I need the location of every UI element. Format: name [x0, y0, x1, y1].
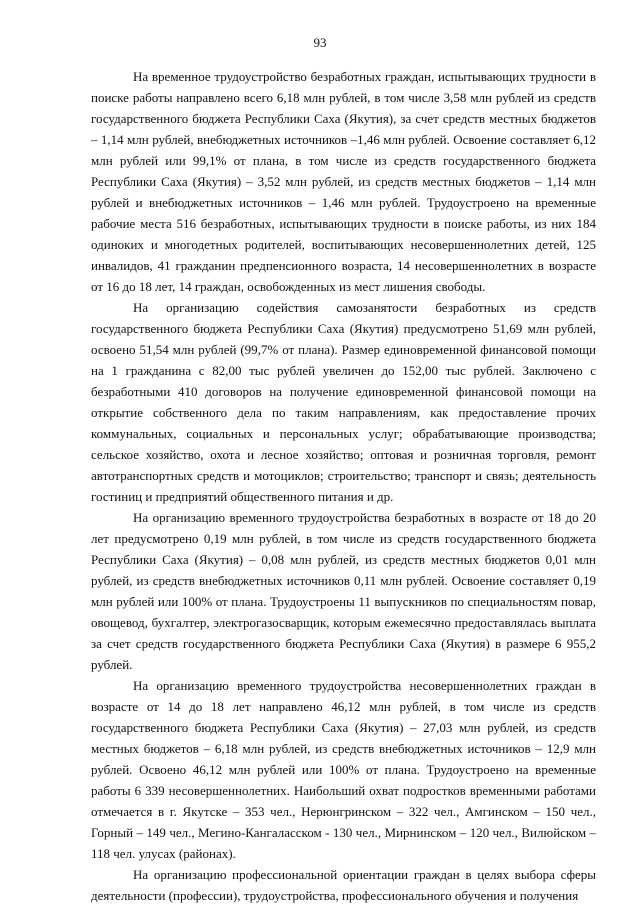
paragraph-self-employment: На организацию содействия самозанятости безработных из средств государственного бюджета Республики Саха (Якутия) предусмотрено 51,69 млн рублей, освоено 51,54 млн рублей (99,7% от плана). Размер единовременной финансовой помощи на 1 гражданина с 82,00 тыс рублей увеличен до 152,00 тыс рублей. Заключено с безработными 410 договоров на получение единовременной финансовой помощи на открытие собственного дела по таким направлениям, как предоставление прочих коммунальных, социальных и персональных услуг; обрабатывающие производства; сельское хозяйство, охота и лесное хозяйство; оптовая и розничная торговля, ремонт автотранспортных средств и мотоциклов; строительство; транспорт и связь; деятельность гостиниц и предприятий общественного питания и др. — [91, 300, 596, 504]
page-number: 93 — [313, 35, 327, 50]
paragraph-temporary-employment: На временное трудоустройство безработных граждан, испытывающих трудности в поиске работы направлено всего 6,18 млн рублей, в том числе 3,58 млн рублей из средств государственного бюджета Республики Саха (Якутия), за счет средств местных бюджетов – 1,14 млн рублей, внебюджетных источников –1,46 млн рублей. Освоение составляет 6,12 млн рублей или 99,1% от плана, в том числе из средств государственного бюджета Республики Саха (Якутия) – 3,52 млн рублей, из средств местных бюджетов – 1,14 млн рублей и внебюджетных источников – 1,46 млн рублей. Трудоустроено на временные рабочие места 516 безработных, испытывающих трудности в поиске работы, из них 184 одиноких и многодетных родителей, воспитывающих несовершеннолетних детей, 125 инвалидов, 41 гражданин предпенсионного возраста, 14 несовершеннолетних в возрасте от 16 до 18 лет, 14 граждан, освобожденных из мест лишения свободы. — [91, 69, 596, 294]
paragraph-career-guidance: На организацию профессиональной ориентации граждан в целях выбора сферы деятельности (профессии), трудоустройства, профессионального обучения и получения — [91, 867, 596, 903]
body-text — [91, 66, 596, 906]
paragraph-minors-employment: На организацию временного трудоустройства несовершеннолетних граждан в возрасте от 14 до 18 лет направлено 46,12 млн рублей, в том числе из средств государственного бюджета Республики Саха (Якутия) – 27,03 млн рублей, из средств местных бюджетов – 6,18 млн рублей, из средств внебюджетных источников – 12,9 млн рублей. Освоено 46,12 млн рублей или 100% от плана. Трудоустроено на временные работы 6 339 несовершеннолетних. Наибольший охват подростков временными работами отмечается в г. Якутске – 353 чел., Нерюнгринском – 322 чел., Амгинском – 150 чел., Горный – 149 чел., Мегино-Кангаласском - 130 чел., Мирнинском – 120 чел., Вилюйском – 118 чел. улусах (районах). — [91, 678, 596, 861]
paragraph-graduates-employment: На организацию временного трудоустройства безработных в возрасте от 18 до 20 лет предусмотрено 0,19 млн рублей, в том числе из средств государственного бюджета Республики Саха (Якутия) – 0,08 млн рублей, из средств местных бюджетов 0,01 млн рублей, из средств внебюджетных источников 0,11 млн рублей. Освоение составляет 0,19 млн рублей или 100% от плана. Трудоустроены 11 выпускников по специальностям повар, овощевод, бухгалтер, электрогазосварщик, которым ежемесячно предоставлялась выплата за счет средств государственного бюджета Республики Саха (Якутия) в размере 6 955,2 рублей. — [91, 510, 596, 672]
